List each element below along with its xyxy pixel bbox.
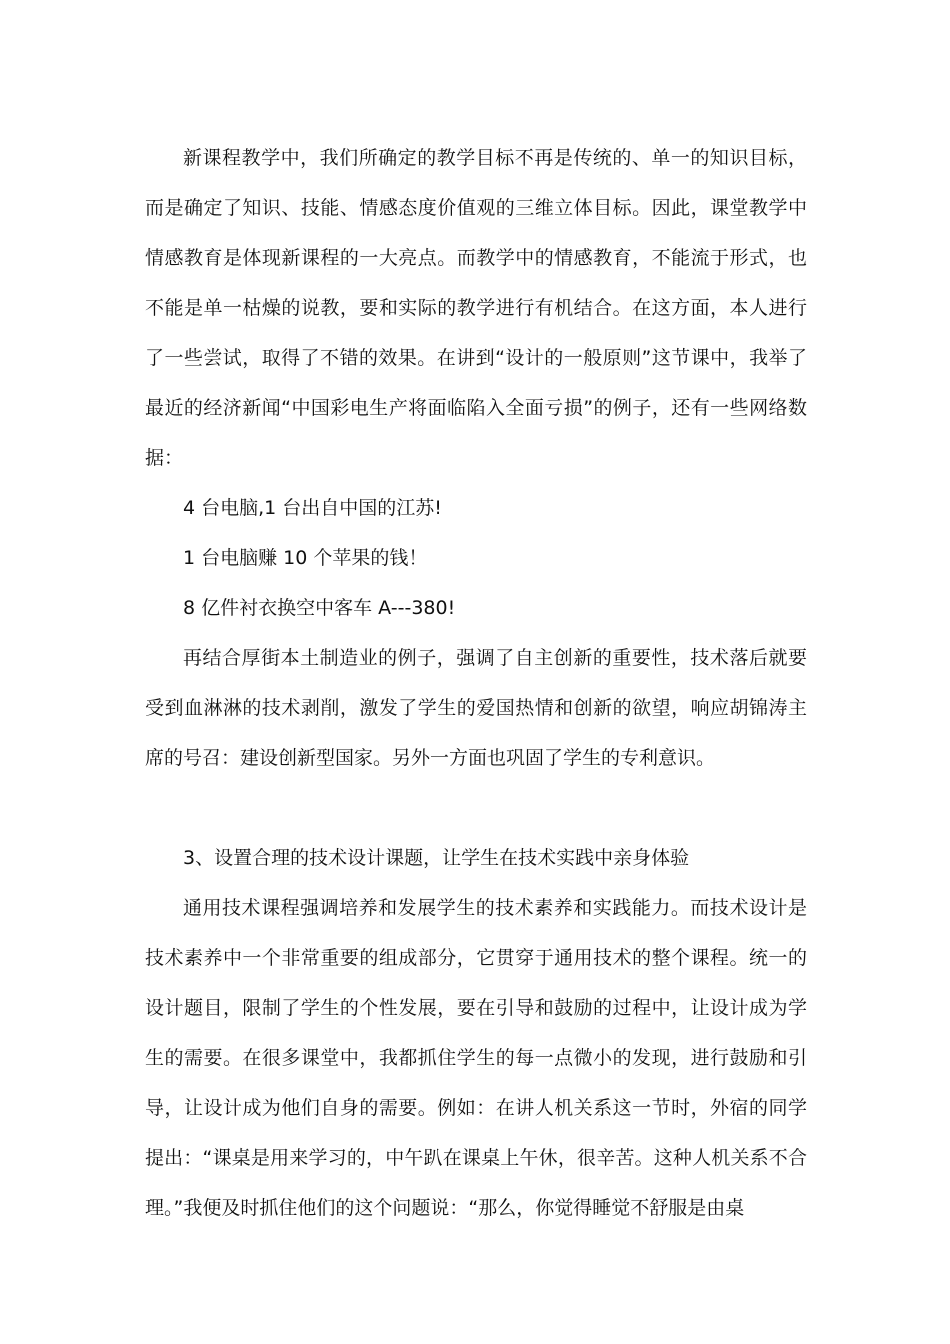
paragraph-innovation: 再结合厚街本土制造业的例子，强调了自主创新的重要性，技术落后就要受到血淋淋的技术剥削，激发了学生的爱国热情和创新的欲望，响应胡锦涛主席的号召：建设创新型国家。另外一方面也巩固了学生的专利意识。 [145,647,807,769]
document-body [145,133,807,1233]
data-line-shirts-airbus: 8 亿件衬衣换空中客车 A---380! [183,597,456,619]
data-line-computers-jiangsu: 4 台电脑,1 台出自中国的江苏! [183,497,442,519]
data-line-apple-profit: 1 台电脑赚 10 个苹果的钱！ [183,547,428,569]
section-heading: 3、设置合理的技术设计课题，让学生在技术实践中亲身体验 [183,847,690,869]
paragraph-design-practice: 通用技术课程强调培养和发展学生的技术素养和实践能力。而技术设计是技术素养中一个非常重要的组成部分，它贯穿于通用技术的整个课程。统一的设计题目，限制了学生的个性发展，要在引导和鼓励的过程中，让设计成为学生的需要。在很多课堂中，我都抓住学生的每一点微小的发现，进行鼓励和引导，让设计成为他们自身的需要。例如：在讲人机关系这一节时，外宿的同学提出：“课桌是用来学习的，中午趴在课桌上午休，很辛苦。这种人机关系不合理。”我便及时抓住他们的这个问题说：“那么，你觉得睡觉不舒服是由桌 [145,897,807,1219]
section-spacer [145,783,807,833]
paragraph-emotional-education: 新课程教学中，我们所确定的教学目标不再是传统的、单一的知识目标，而是确定了知识、技能、情感态度价值观的三维立体目标。因此，课堂教学中情感教育是体现新课程的一大亮点。而教学中的情感教育，不能流于形式，也不能是单一枯燥的说教，要和实际的教学进行有机结合。在这方面，本人进行了一些尝试，取得了不错的效果。在讲到“设计的一般原则”这节课中，我举了最近的经济新闻“中国彩电生产将面临陷入全面亏损”的例子，还有一些网络数据： [145,147,807,469]
